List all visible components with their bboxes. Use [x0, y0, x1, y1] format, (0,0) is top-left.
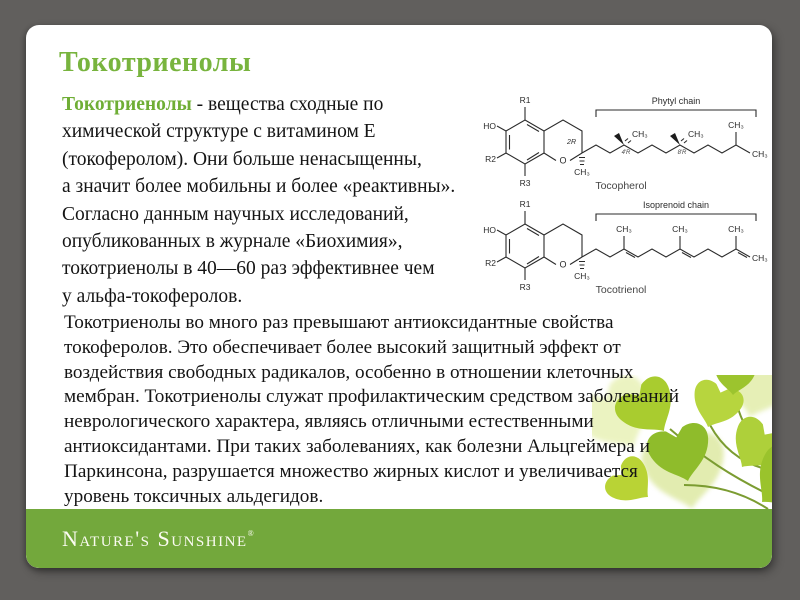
ring-oxygen: O — [559, 155, 567, 166]
r1-label: R1 — [519, 95, 531, 105]
paragraph-line: уровень токсичных альдегидов. — [64, 485, 324, 507]
r2-label: R2 — [485, 154, 496, 164]
ho-label: HO — [483, 121, 496, 131]
paragraph-line: неврологического характера, являясь отличными естественными — [64, 411, 594, 433]
paragraph-line: (токоферолом). Они больше ненасыщенны, — [62, 148, 422, 170]
chromanol-ring — [483, 199, 590, 292]
ch3-label: CH₃ — [672, 224, 688, 234]
paragraph-line: опубликованных в журнале «Биохимия», — [62, 231, 403, 253]
stereo-2r-label: 2R — [567, 139, 576, 146]
chain-bracket-label: Phytyl chain — [651, 96, 701, 106]
ring-oxygen: O — [559, 259, 567, 270]
natures-sunshine-logo — [62, 526, 254, 552]
tocotrienol-caption: Tocotrienol — [595, 284, 647, 295]
ch3-label: CH₃ — [688, 129, 704, 139]
isoprenoid-chain — [582, 200, 768, 263]
paragraph-line: токоферолов. Это обеспечивает более высокий защитный эффект от — [64, 336, 621, 358]
paragraph-line: антиоксидантами. При таких заболеваниях, как болезни Альцгеймера и — [64, 435, 650, 457]
ch3-label: CH₃ — [574, 271, 590, 281]
stereo-8r-label: 8'R — [677, 150, 687, 156]
ch3-label: CH₃ — [728, 120, 744, 130]
paragraph-line: мембран. Токотриенолы служат профилактическим средством заболеваний — [64, 386, 680, 408]
paragraph-line: Согласно данным научных исследований, — [62, 203, 409, 225]
paragraph-line: воздействия свободных радикалов, особенно в отношении клеточных — [64, 361, 634, 383]
paragraph-text: - вещества сходные по — [191, 94, 384, 115]
footer-bar — [26, 509, 772, 568]
stereo-4r-label: 4'R — [621, 150, 631, 156]
paragraph-line: химической структуре с витамином Е — [62, 121, 376, 143]
slide — [26, 25, 772, 568]
ch3-label: CH₃ — [752, 253, 768, 263]
tocopherol-structure — [481, 91, 772, 191]
chromanol-ring — [483, 95, 590, 188]
paragraph-line: у альфа-токоферолов. — [62, 285, 243, 307]
r3-label: R3 — [519, 282, 531, 292]
tocotrienol-structure — [481, 195, 772, 295]
ch3-label: CH₃ — [632, 129, 648, 139]
paragraph-line: токотриенолы в 40—60 раз эффективнее чем — [62, 258, 435, 280]
phytyl-chain — [582, 96, 768, 159]
page-title: Токотриенолы — [59, 47, 252, 78]
ch3-label: CH₃ — [728, 224, 744, 234]
ch3-label: CH₃ — [616, 224, 632, 234]
paragraph-line: а значит более мобильны и более «реактивны». — [62, 176, 456, 198]
tocopherol-caption: Tocopherol — [595, 180, 647, 191]
paragraph-line: Паркинсона, разрушается множество жирных кислот и увеличивается — [64, 460, 638, 482]
ch3-label: CH₃ — [752, 149, 768, 159]
registered-trademark-symbol: ® — [247, 528, 254, 538]
r2-label: R2 — [485, 258, 496, 268]
intro-paragraph — [62, 91, 502, 310]
r1-label: R1 — [519, 199, 531, 209]
lead-term: Токотриенолы — [62, 94, 192, 115]
body-paragraph — [64, 311, 764, 509]
logo-text: Nature's Sunshine — [62, 525, 248, 551]
chain-bracket-label: Isoprenoid chain — [642, 200, 710, 210]
chemical-structures — [481, 91, 772, 295]
paragraph-line — [62, 91, 502, 118]
ch3-label: CH₃ — [574, 167, 590, 177]
ho-label: HO — [483, 225, 496, 235]
paragraph-line: Токотриенолы во много раз превышают антиоксидантные свойства — [64, 312, 614, 333]
r3-label: R3 — [519, 178, 531, 188]
